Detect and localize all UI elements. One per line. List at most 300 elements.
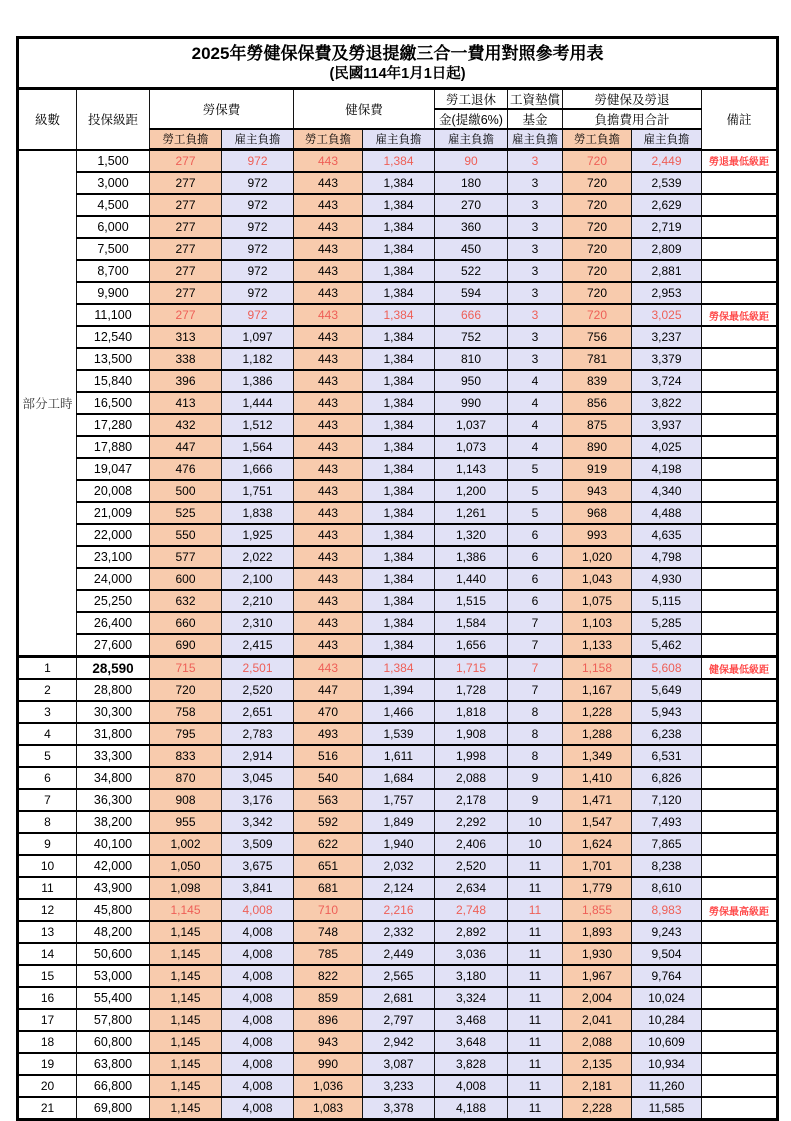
total-employer-cell: 3,937 bbox=[632, 414, 702, 436]
labor-employee-cell: 1,145 bbox=[150, 943, 222, 965]
labor-employee-cell: 277 bbox=[150, 194, 222, 216]
health-employee-cell: 443 bbox=[294, 370, 363, 392]
health-employer-cell: 2,216 bbox=[363, 899, 435, 921]
total-employee-cell: 1,167 bbox=[563, 679, 632, 701]
pension-employer-cell: 2,088 bbox=[435, 767, 508, 789]
premium-reference-table bbox=[16, 36, 779, 1121]
wagefund-employer-cell: 11 bbox=[508, 965, 563, 987]
labor-employer-cell: 2,651 bbox=[222, 701, 294, 723]
labor-employee-cell: 277 bbox=[150, 216, 222, 238]
labor-employee-cell: 277 bbox=[150, 282, 222, 304]
wagefund-employer-cell: 3 bbox=[508, 304, 563, 326]
note-cell bbox=[702, 1097, 778, 1120]
health-employer-cell: 2,565 bbox=[363, 965, 435, 987]
total-employee-cell: 756 bbox=[563, 326, 632, 348]
total-employer-cell: 3,237 bbox=[632, 326, 702, 348]
level-cell: 9 bbox=[18, 833, 77, 855]
note-cell bbox=[702, 590, 778, 612]
labor-employee-cell: 476 bbox=[150, 458, 222, 480]
health-employer-cell: 1,384 bbox=[363, 590, 435, 612]
labor-employee-cell: 277 bbox=[150, 238, 222, 260]
bracket-cell: 23,100 bbox=[77, 546, 150, 568]
health-employer-cell: 3,378 bbox=[363, 1097, 435, 1120]
labor-employee-cell: 632 bbox=[150, 590, 222, 612]
total-employer-cell: 6,531 bbox=[632, 745, 702, 767]
bracket-cell: 45,800 bbox=[77, 899, 150, 921]
health-employee-cell: 443 bbox=[294, 414, 363, 436]
health-employer-cell: 1,384 bbox=[363, 502, 435, 524]
wagefund-employer-cell: 3 bbox=[508, 150, 563, 173]
total-employee-cell: 890 bbox=[563, 436, 632, 458]
col-header-pension-line1: 勞工退休 bbox=[435, 89, 508, 110]
level-cell: 15 bbox=[18, 965, 77, 987]
pension-employer-cell: 1,037 bbox=[435, 414, 508, 436]
table-row bbox=[18, 612, 778, 634]
note-cell bbox=[702, 524, 778, 546]
health-employee-cell: 443 bbox=[294, 590, 363, 612]
labor-employer-cell: 3,841 bbox=[222, 877, 294, 899]
wagefund-employer-cell: 11 bbox=[508, 1031, 563, 1053]
wagefund-employer-cell: 4 bbox=[508, 392, 563, 414]
health-employee-cell: 443 bbox=[294, 150, 363, 173]
health-employee-cell: 443 bbox=[294, 568, 363, 590]
bracket-cell: 12,540 bbox=[77, 326, 150, 348]
wagefund-employer-cell: 6 bbox=[508, 524, 563, 546]
bracket-cell: 21,009 bbox=[77, 502, 150, 524]
bracket-cell: 13,500 bbox=[77, 348, 150, 370]
wagefund-employer-cell: 11 bbox=[508, 921, 563, 943]
wagefund-employer-cell: 6 bbox=[508, 568, 563, 590]
col-header-total-line1: 勞健保及勞退 bbox=[563, 89, 702, 110]
level-cell: 19 bbox=[18, 1053, 77, 1075]
health-employee-cell: 822 bbox=[294, 965, 363, 987]
labor-employee-cell: 277 bbox=[150, 304, 222, 326]
wagefund-employer-cell: 3 bbox=[508, 194, 563, 216]
total-employee-cell: 1,158 bbox=[563, 657, 632, 680]
table-row bbox=[18, 348, 778, 370]
wagefund-employer-cell: 10 bbox=[508, 833, 563, 855]
total-employee-cell: 1,075 bbox=[563, 590, 632, 612]
level-cell: 6 bbox=[18, 767, 77, 789]
labor-employer-cell: 1,751 bbox=[222, 480, 294, 502]
pension-employer-cell: 1,998 bbox=[435, 745, 508, 767]
labor-employer-cell: 1,386 bbox=[222, 370, 294, 392]
labor-employee-cell: 277 bbox=[150, 150, 222, 173]
total-employer-cell: 6,826 bbox=[632, 767, 702, 789]
subheader-health-employer: 雇主負擔 bbox=[363, 129, 435, 150]
note-cell bbox=[702, 282, 778, 304]
col-header-note: 備註 bbox=[702, 89, 778, 150]
pension-employer-cell: 4,188 bbox=[435, 1097, 508, 1120]
pension-employer-cell: 3,036 bbox=[435, 943, 508, 965]
labor-employee-cell: 908 bbox=[150, 789, 222, 811]
total-employer-cell: 4,635 bbox=[632, 524, 702, 546]
labor-employer-cell: 3,675 bbox=[222, 855, 294, 877]
health-employee-cell: 443 bbox=[294, 524, 363, 546]
health-employee-cell: 443 bbox=[294, 612, 363, 634]
total-employer-cell: 7,493 bbox=[632, 811, 702, 833]
note-cell bbox=[702, 392, 778, 414]
note-cell bbox=[702, 370, 778, 392]
health-employer-cell: 2,332 bbox=[363, 921, 435, 943]
table-row bbox=[18, 855, 778, 877]
total-employee-cell: 1,930 bbox=[563, 943, 632, 965]
note-cell bbox=[702, 987, 778, 1009]
total-employer-cell: 3,025 bbox=[632, 304, 702, 326]
total-employee-cell: 720 bbox=[563, 216, 632, 238]
pension-employer-cell: 3,648 bbox=[435, 1031, 508, 1053]
table-row bbox=[18, 745, 778, 767]
table-row bbox=[18, 899, 778, 921]
note-cell bbox=[702, 480, 778, 502]
bracket-cell: 27,600 bbox=[77, 634, 150, 657]
health-employee-cell: 443 bbox=[294, 238, 363, 260]
wagefund-employer-cell: 11 bbox=[508, 987, 563, 1009]
labor-employer-cell: 4,008 bbox=[222, 987, 294, 1009]
wagefund-employer-cell: 7 bbox=[508, 657, 563, 680]
total-employee-cell: 1,103 bbox=[563, 612, 632, 634]
table-row bbox=[18, 877, 778, 899]
labor-employee-cell: 1,002 bbox=[150, 833, 222, 855]
note-cell bbox=[702, 414, 778, 436]
bracket-cell: 40,100 bbox=[77, 833, 150, 855]
total-employee-cell: 720 bbox=[563, 304, 632, 326]
total-employer-cell: 3,379 bbox=[632, 348, 702, 370]
bracket-cell: 33,300 bbox=[77, 745, 150, 767]
level-cell: 1 bbox=[18, 657, 77, 680]
health-employer-cell: 1,940 bbox=[363, 833, 435, 855]
labor-employer-cell: 2,100 bbox=[222, 568, 294, 590]
labor-employee-cell: 577 bbox=[150, 546, 222, 568]
wagefund-employer-cell: 8 bbox=[508, 701, 563, 723]
total-employee-cell: 993 bbox=[563, 524, 632, 546]
note-cell bbox=[702, 921, 778, 943]
total-employee-cell: 2,135 bbox=[563, 1053, 632, 1075]
health-employer-cell: 1,384 bbox=[363, 414, 435, 436]
table-row bbox=[18, 701, 778, 723]
table-row bbox=[18, 1031, 778, 1053]
bracket-cell: 57,800 bbox=[77, 1009, 150, 1031]
health-employee-cell: 1,083 bbox=[294, 1097, 363, 1120]
wagefund-employer-cell: 6 bbox=[508, 590, 563, 612]
total-employee-cell: 1,701 bbox=[563, 855, 632, 877]
total-employer-cell: 6,238 bbox=[632, 723, 702, 745]
note-cell bbox=[702, 194, 778, 216]
labor-employee-cell: 690 bbox=[150, 634, 222, 657]
total-employer-cell: 8,983 bbox=[632, 899, 702, 921]
pension-employer-cell: 1,200 bbox=[435, 480, 508, 502]
pension-employer-cell: 2,892 bbox=[435, 921, 508, 943]
wagefund-employer-cell: 6 bbox=[508, 546, 563, 568]
total-employer-cell: 2,809 bbox=[632, 238, 702, 260]
health-employer-cell: 1,384 bbox=[363, 348, 435, 370]
bracket-cell: 31,800 bbox=[77, 723, 150, 745]
total-employer-cell: 2,449 bbox=[632, 150, 702, 173]
health-employee-cell: 443 bbox=[294, 458, 363, 480]
bracket-cell: 53,000 bbox=[77, 965, 150, 987]
table-row bbox=[18, 436, 778, 458]
labor-employer-cell: 4,008 bbox=[222, 1009, 294, 1031]
bracket-cell: 42,000 bbox=[77, 855, 150, 877]
labor-employee-cell: 600 bbox=[150, 568, 222, 590]
bracket-cell: 17,280 bbox=[77, 414, 150, 436]
pension-employer-cell: 1,584 bbox=[435, 612, 508, 634]
labor-employee-cell: 500 bbox=[150, 480, 222, 502]
note-cell bbox=[702, 745, 778, 767]
pension-employer-cell: 1,386 bbox=[435, 546, 508, 568]
wagefund-employer-cell: 11 bbox=[508, 877, 563, 899]
pension-employer-cell: 1,908 bbox=[435, 723, 508, 745]
labor-employer-cell: 1,564 bbox=[222, 436, 294, 458]
health-employer-cell: 1,849 bbox=[363, 811, 435, 833]
bracket-cell: 38,200 bbox=[77, 811, 150, 833]
labor-employee-cell: 396 bbox=[150, 370, 222, 392]
header-row-1 bbox=[18, 89, 778, 110]
wagefund-employer-cell: 4 bbox=[508, 414, 563, 436]
total-employer-cell: 8,238 bbox=[632, 855, 702, 877]
health-employer-cell: 2,942 bbox=[363, 1031, 435, 1053]
note-cell bbox=[702, 723, 778, 745]
health-employer-cell: 1,384 bbox=[363, 326, 435, 348]
wagefund-employer-cell: 3 bbox=[508, 260, 563, 282]
bracket-cell: 22,000 bbox=[77, 524, 150, 546]
note-cell bbox=[702, 701, 778, 723]
table-row bbox=[18, 1009, 778, 1031]
labor-employer-cell: 2,501 bbox=[222, 657, 294, 680]
note-cell bbox=[702, 679, 778, 701]
reference-table-sheet bbox=[16, 36, 779, 1121]
health-employee-cell: 443 bbox=[294, 194, 363, 216]
total-employer-cell: 9,504 bbox=[632, 943, 702, 965]
col-header-health-insurance: 健保費 bbox=[294, 89, 435, 130]
total-employer-cell: 5,285 bbox=[632, 612, 702, 634]
total-employee-cell: 1,133 bbox=[563, 634, 632, 657]
health-employee-cell: 493 bbox=[294, 723, 363, 745]
pension-employer-cell: 2,178 bbox=[435, 789, 508, 811]
total-employer-cell: 2,629 bbox=[632, 194, 702, 216]
subheader-pension-employer: 雇主負擔 bbox=[435, 129, 508, 150]
health-employee-cell: 443 bbox=[294, 260, 363, 282]
wagefund-employer-cell: 9 bbox=[508, 767, 563, 789]
level-cell: 2 bbox=[18, 679, 77, 701]
health-employer-cell: 1,684 bbox=[363, 767, 435, 789]
health-employee-cell: 447 bbox=[294, 679, 363, 701]
note-cell bbox=[702, 172, 778, 194]
total-employer-cell: 2,881 bbox=[632, 260, 702, 282]
note-cell: 勞保最低級距 bbox=[702, 304, 778, 326]
bracket-cell: 1,500 bbox=[77, 150, 150, 173]
labor-employee-cell: 795 bbox=[150, 723, 222, 745]
health-employee-cell: 443 bbox=[294, 657, 363, 680]
labor-employee-cell: 870 bbox=[150, 767, 222, 789]
labor-employee-cell: 313 bbox=[150, 326, 222, 348]
total-employee-cell: 1,471 bbox=[563, 789, 632, 811]
table-row bbox=[18, 568, 778, 590]
total-employee-cell: 2,181 bbox=[563, 1075, 632, 1097]
col-header-labor-insurance: 勞保費 bbox=[150, 89, 294, 130]
health-employer-cell: 1,539 bbox=[363, 723, 435, 745]
wagefund-employer-cell: 3 bbox=[508, 238, 563, 260]
note-cell bbox=[702, 238, 778, 260]
note-cell bbox=[702, 326, 778, 348]
pension-employer-cell: 2,520 bbox=[435, 855, 508, 877]
wagefund-employer-cell: 11 bbox=[508, 1097, 563, 1120]
total-employer-cell: 2,719 bbox=[632, 216, 702, 238]
wagefund-employer-cell: 4 bbox=[508, 370, 563, 392]
total-employer-cell: 4,798 bbox=[632, 546, 702, 568]
total-employee-cell: 2,041 bbox=[563, 1009, 632, 1031]
health-employee-cell: 443 bbox=[294, 392, 363, 414]
wagefund-employer-cell: 4 bbox=[508, 436, 563, 458]
note-cell bbox=[702, 568, 778, 590]
bracket-cell: 16,500 bbox=[77, 392, 150, 414]
level-cell: 4 bbox=[18, 723, 77, 745]
table-row bbox=[18, 723, 778, 745]
health-employee-cell: 443 bbox=[294, 480, 363, 502]
table-row bbox=[18, 590, 778, 612]
health-employee-cell: 443 bbox=[294, 304, 363, 326]
table-row bbox=[18, 987, 778, 1009]
labor-employer-cell: 2,310 bbox=[222, 612, 294, 634]
labor-employer-cell: 2,022 bbox=[222, 546, 294, 568]
labor-employer-cell: 2,415 bbox=[222, 634, 294, 657]
health-employee-cell: 943 bbox=[294, 1031, 363, 1053]
health-employee-cell: 710 bbox=[294, 899, 363, 921]
table-row bbox=[18, 965, 778, 987]
labor-employer-cell: 2,520 bbox=[222, 679, 294, 701]
health-employee-cell: 896 bbox=[294, 1009, 363, 1031]
health-employer-cell: 2,124 bbox=[363, 877, 435, 899]
table-row bbox=[18, 502, 778, 524]
table-row bbox=[18, 546, 778, 568]
table-row bbox=[18, 238, 778, 260]
wagefund-employer-cell: 11 bbox=[508, 1009, 563, 1031]
wagefund-employer-cell: 3 bbox=[508, 348, 563, 370]
labor-employer-cell: 3,176 bbox=[222, 789, 294, 811]
health-employee-cell: 443 bbox=[294, 326, 363, 348]
total-employee-cell: 1,547 bbox=[563, 811, 632, 833]
labor-employer-cell: 2,914 bbox=[222, 745, 294, 767]
total-employee-cell: 875 bbox=[563, 414, 632, 436]
table-row bbox=[18, 634, 778, 657]
pension-employer-cell: 3,468 bbox=[435, 1009, 508, 1031]
health-employer-cell: 1,384 bbox=[363, 238, 435, 260]
total-employer-cell: 4,488 bbox=[632, 502, 702, 524]
total-employee-cell: 1,624 bbox=[563, 833, 632, 855]
bracket-cell: 25,250 bbox=[77, 590, 150, 612]
labor-employer-cell: 3,045 bbox=[222, 767, 294, 789]
pension-employer-cell: 3,828 bbox=[435, 1053, 508, 1075]
health-employer-cell: 2,032 bbox=[363, 855, 435, 877]
table-row bbox=[18, 921, 778, 943]
bracket-cell: 19,047 bbox=[77, 458, 150, 480]
col-header-total-line2: 負擔費用合計 bbox=[563, 109, 702, 129]
health-employer-cell: 1,384 bbox=[363, 436, 435, 458]
total-employee-cell: 1,020 bbox=[563, 546, 632, 568]
wagefund-employer-cell: 7 bbox=[508, 679, 563, 701]
pension-employer-cell: 1,728 bbox=[435, 679, 508, 701]
total-employee-cell: 1,893 bbox=[563, 921, 632, 943]
bracket-cell: 17,880 bbox=[77, 436, 150, 458]
total-employer-cell: 5,608 bbox=[632, 657, 702, 680]
health-employee-cell: 516 bbox=[294, 745, 363, 767]
health-employer-cell: 1,611 bbox=[363, 745, 435, 767]
level-cell: 13 bbox=[18, 921, 77, 943]
note-cell bbox=[702, 855, 778, 877]
pension-employer-cell: 90 bbox=[435, 150, 508, 173]
col-header-wagefund-line2: 基金 bbox=[508, 109, 563, 129]
labor-employer-cell: 972 bbox=[222, 150, 294, 173]
table-row bbox=[18, 194, 778, 216]
table-row bbox=[18, 414, 778, 436]
bracket-cell: 63,800 bbox=[77, 1053, 150, 1075]
labor-employer-cell: 1,666 bbox=[222, 458, 294, 480]
table-header bbox=[18, 38, 778, 150]
labor-employer-cell: 1,838 bbox=[222, 502, 294, 524]
total-employer-cell: 5,943 bbox=[632, 701, 702, 723]
pension-employer-cell: 522 bbox=[435, 260, 508, 282]
level-cell: 5 bbox=[18, 745, 77, 767]
labor-employee-cell: 833 bbox=[150, 745, 222, 767]
labor-employee-cell: 1,145 bbox=[150, 987, 222, 1009]
health-employer-cell: 1,384 bbox=[363, 480, 435, 502]
bracket-cell: 15,840 bbox=[77, 370, 150, 392]
total-employee-cell: 720 bbox=[563, 282, 632, 304]
bracket-cell: 7,500 bbox=[77, 238, 150, 260]
labor-employee-cell: 1,145 bbox=[150, 1053, 222, 1075]
bracket-cell: 3,000 bbox=[77, 172, 150, 194]
pension-employer-cell: 810 bbox=[435, 348, 508, 370]
labor-employer-cell: 4,008 bbox=[222, 943, 294, 965]
wagefund-employer-cell: 7 bbox=[508, 634, 563, 657]
labor-employer-cell: 972 bbox=[222, 238, 294, 260]
labor-employer-cell: 4,008 bbox=[222, 1097, 294, 1120]
labor-employee-cell: 277 bbox=[150, 260, 222, 282]
labor-employer-cell: 972 bbox=[222, 304, 294, 326]
health-employee-cell: 443 bbox=[294, 348, 363, 370]
total-employee-cell: 2,004 bbox=[563, 987, 632, 1009]
labor-employer-cell: 4,008 bbox=[222, 965, 294, 987]
health-employee-cell: 540 bbox=[294, 767, 363, 789]
total-employer-cell: 4,025 bbox=[632, 436, 702, 458]
total-employee-cell: 1,410 bbox=[563, 767, 632, 789]
note-cell bbox=[702, 634, 778, 657]
total-employee-cell: 720 bbox=[563, 194, 632, 216]
note-cell bbox=[702, 612, 778, 634]
bracket-cell: 6,000 bbox=[77, 216, 150, 238]
table-row bbox=[18, 657, 778, 680]
health-employer-cell: 1,384 bbox=[363, 370, 435, 392]
health-employer-cell: 1,384 bbox=[363, 150, 435, 173]
bracket-cell: 11,100 bbox=[77, 304, 150, 326]
note-cell bbox=[702, 216, 778, 238]
note-cell bbox=[702, 436, 778, 458]
wagefund-employer-cell: 11 bbox=[508, 943, 563, 965]
wagefund-employer-cell: 3 bbox=[508, 326, 563, 348]
total-employer-cell: 8,610 bbox=[632, 877, 702, 899]
total-employer-cell: 9,764 bbox=[632, 965, 702, 987]
labor-employee-cell: 1,145 bbox=[150, 1009, 222, 1031]
table-row bbox=[18, 282, 778, 304]
health-employer-cell: 3,233 bbox=[363, 1075, 435, 1097]
labor-employee-cell: 720 bbox=[150, 679, 222, 701]
labor-employer-cell: 972 bbox=[222, 194, 294, 216]
pension-employer-cell: 270 bbox=[435, 194, 508, 216]
pension-employer-cell: 4,008 bbox=[435, 1075, 508, 1097]
health-employee-cell: 443 bbox=[294, 436, 363, 458]
total-employer-cell: 10,024 bbox=[632, 987, 702, 1009]
health-employee-cell: 563 bbox=[294, 789, 363, 811]
